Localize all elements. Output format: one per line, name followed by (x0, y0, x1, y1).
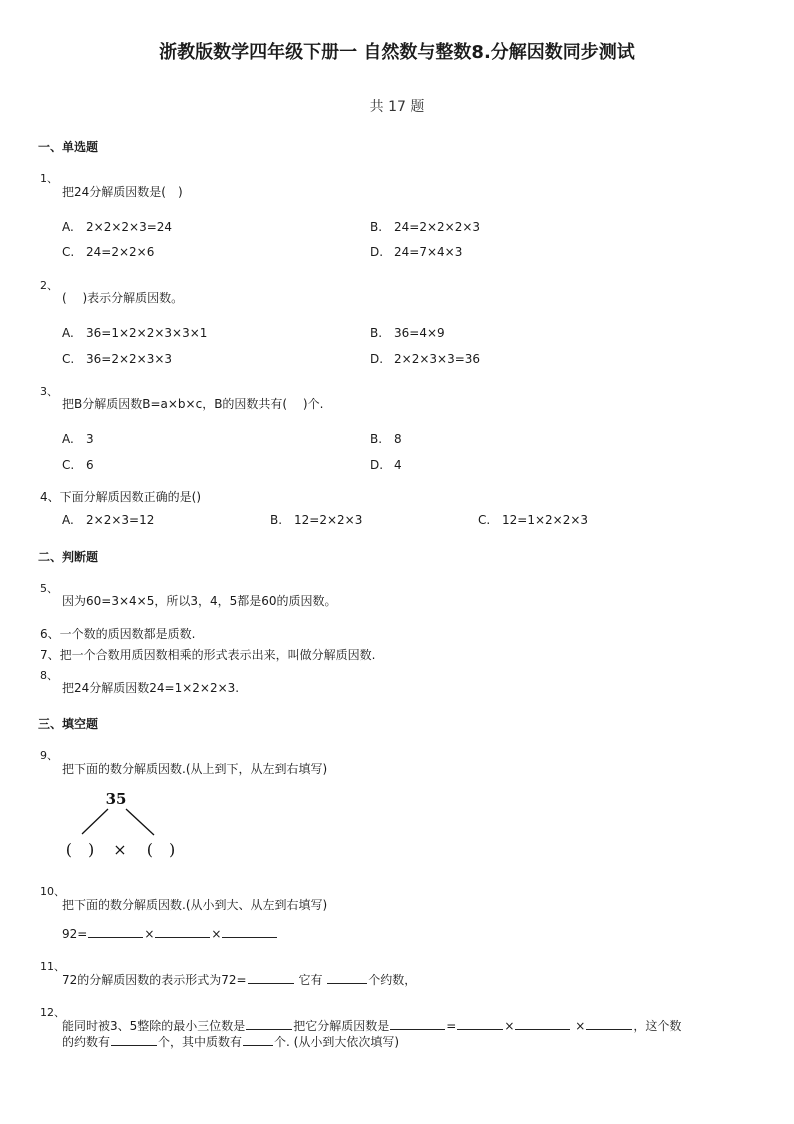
option-b[interactable] (370, 432, 402, 446)
question-stem: 把下面的数分解质因数.(从小到大、从左到右填写) (62, 898, 328, 912)
tree-left-blank[interactable]: ( ) (65, 840, 95, 859)
answer-blank[interactable] (111, 1033, 157, 1046)
option-text: 12=2×2×3 (294, 513, 363, 527)
option-label: C. (62, 352, 75, 366)
tree-branch-right (126, 809, 154, 835)
times-sign: × (504, 1019, 515, 1033)
answer-blank[interactable] (457, 1017, 503, 1030)
tree-root-number: 35 (105, 790, 127, 808)
stem-text: 能同时被3、5整除的最小三位数是 (62, 1019, 246, 1033)
factor-tree-diagram (58, 786, 188, 864)
option-label: D. (370, 352, 384, 366)
option-label: D. (370, 458, 384, 472)
option-a[interactable] (62, 220, 172, 234)
stem-text: 的约数有 (62, 1035, 111, 1049)
option-d[interactable] (370, 458, 402, 472)
option-label: B. (370, 432, 383, 446)
question-stem (62, 971, 416, 988)
answer-blank[interactable] (88, 925, 143, 938)
option-text: 24=7×4×3 (394, 245, 463, 259)
document-title: 浙教版数学四年级下册一 自然数与整数8.分解因数同步测试 (159, 42, 635, 63)
option-text: 24=2×2×2×3 (394, 220, 481, 234)
option-text: 3 (86, 432, 94, 446)
question-number: 5、 (40, 582, 58, 595)
question-stem (62, 1017, 681, 1034)
question-stem: 把下面的数分解质因数.(从上到下，从左到右填写) (62, 762, 328, 776)
option-text: 36=2×2×3×3 (86, 352, 173, 366)
answer-line (62, 925, 278, 941)
question-number: 10、 (40, 885, 65, 898)
option-label: C. (62, 458, 75, 472)
option-b[interactable] (270, 513, 362, 527)
option-label: D. (370, 245, 384, 259)
option-label: A. (62, 326, 74, 340)
option-label: B. (270, 513, 283, 527)
question-number: 1、 (40, 172, 58, 185)
question-number: 2、 (40, 279, 58, 292)
option-c[interactable] (62, 458, 94, 472)
question-stem: 因为60=3×4×5，所以3，4，5都是60的质因数。 (62, 594, 337, 608)
times-sign: × (211, 927, 222, 941)
option-text: 4 (394, 458, 402, 472)
times-sign: × (144, 927, 155, 941)
stem-text: 个约数， (368, 973, 417, 987)
answer-blank[interactable] (222, 925, 277, 938)
option-label: C. (478, 513, 491, 527)
answer-blank[interactable] (246, 1017, 292, 1030)
section-heading-true-false: 二、判断题 (38, 550, 99, 564)
answer-blank[interactable] (390, 1017, 445, 1030)
question-stem: 7、把一个合数用质因数相乘的形式表示出来，叫做分解质因数. (40, 648, 376, 662)
question-stem: 把B分解质因数B=a×b×c，B的因数共有( )个. (62, 397, 324, 411)
section-heading-fill-blank: 三、填空题 (38, 717, 99, 731)
question-stem: ( )表示分解质因数。 (62, 291, 184, 305)
answer-blank[interactable] (327, 971, 367, 984)
answer-blank[interactable] (155, 925, 210, 938)
section-heading-single-choice: 一、单选题 (38, 140, 99, 154)
option-label: A. (62, 513, 74, 527)
question-number: 8、 (40, 669, 58, 682)
question-stem: 6、一个数的质因数都是质数. (40, 627, 196, 641)
option-label: B. (370, 220, 383, 234)
option-d[interactable] (370, 245, 462, 259)
stem-text: 个，其中质数有 (158, 1035, 243, 1049)
option-c[interactable] (478, 513, 588, 527)
option-label: A. (62, 220, 74, 234)
option-text: 8 (394, 432, 402, 446)
question-count: 共 17 题 (369, 99, 425, 115)
question-number: 12、 (40, 1006, 65, 1019)
option-a[interactable] (62, 432, 94, 446)
option-text: 24=2×2×6 (86, 245, 155, 259)
stem-text: 把它分解质因数是 (293, 1019, 390, 1033)
factor-tree-graphic (58, 786, 188, 864)
option-c[interactable] (62, 245, 154, 259)
question-number: 11、 (40, 960, 65, 973)
equation-lhs: 92= (62, 927, 88, 941)
stem-text: 个. (从小到大依次填写) (274, 1035, 400, 1049)
question-stem-continued (62, 1033, 399, 1050)
answer-blank[interactable] (248, 971, 294, 984)
question-number: 9、 (40, 749, 58, 762)
tree-times-sign: × (113, 840, 127, 859)
option-text: 6 (86, 458, 94, 472)
question-stem: 把24分解质因数是( ) (62, 185, 183, 199)
option-label: A. (62, 432, 74, 446)
option-a[interactable] (62, 326, 207, 340)
option-text: 2×2×3=12 (86, 513, 155, 527)
tree-branch-left (82, 809, 108, 834)
question-number: 3、 (40, 385, 58, 398)
question-stem: 把24分解质因数24=1×2×2×3. (62, 681, 240, 695)
option-text: 36=1×2×2×3×3×1 (86, 326, 208, 340)
answer-blank[interactable] (515, 1017, 570, 1030)
stem-text: 它有 (298, 973, 323, 987)
times-sign: × (575, 1019, 586, 1033)
tree-right-blank[interactable]: ( ) (146, 840, 176, 859)
equals-sign: = (446, 1019, 457, 1033)
stem-text: ，这个数 (633, 1019, 682, 1033)
option-text: 36=4×9 (394, 326, 445, 340)
option-a[interactable] (62, 513, 154, 527)
question-stem: 4、下面分解质因数正确的是() (40, 490, 201, 504)
option-d[interactable] (370, 352, 480, 366)
answer-blank[interactable] (586, 1017, 632, 1030)
option-text: 2×2×2×3=24 (86, 220, 173, 234)
option-label: C. (62, 245, 75, 259)
option-text: 12=1×2×2×3 (502, 513, 589, 527)
stem-text: 72的分解质因数的表示形式为72= (62, 973, 247, 987)
option-c[interactable] (62, 352, 172, 366)
option-b[interactable] (370, 220, 480, 234)
option-label: B. (370, 326, 383, 340)
option-b[interactable] (370, 326, 445, 340)
option-text: 2×2×3×3=36 (394, 352, 481, 366)
answer-blank[interactable] (243, 1033, 273, 1046)
